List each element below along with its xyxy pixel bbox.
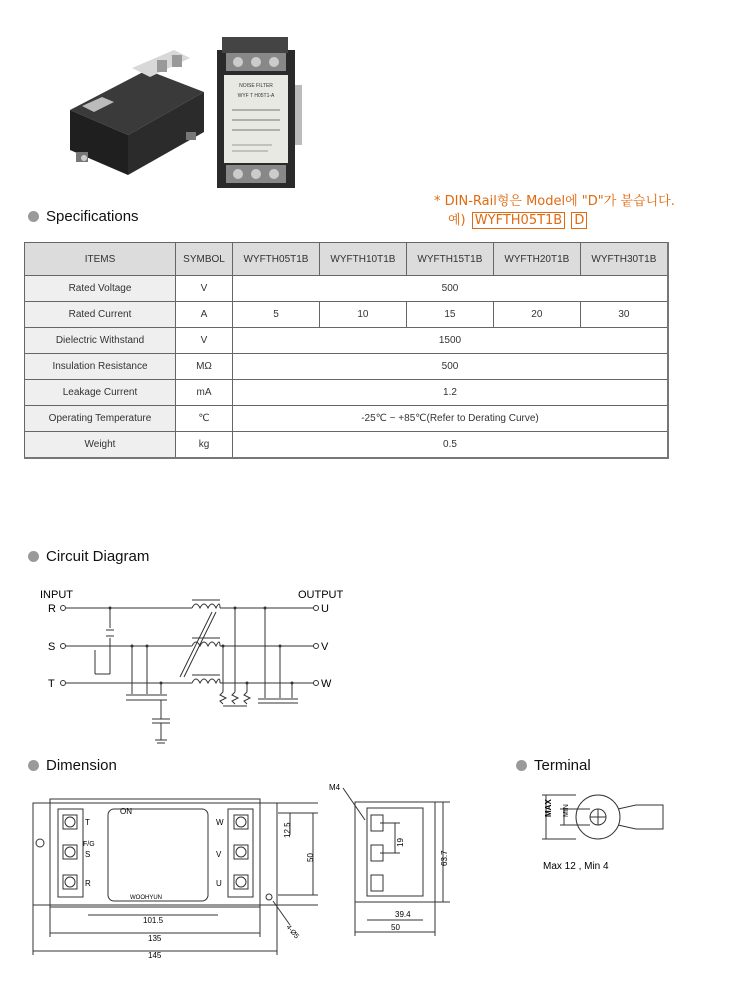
table-header-row xyxy=(25,243,669,276)
row-value: 500 xyxy=(233,354,669,380)
terminal-header xyxy=(516,757,591,774)
header-model-3: WYFTH15T1B xyxy=(406,243,493,276)
din-rail-example xyxy=(448,209,587,228)
header-model-5: WYFTH30T1B xyxy=(580,243,668,276)
bullet-icon xyxy=(28,211,39,222)
header-symbol: SYMBOL xyxy=(176,243,233,276)
side-m4-label: M4 xyxy=(329,783,341,792)
dim-side-50: 50 xyxy=(391,923,400,932)
table-row xyxy=(25,432,669,458)
input-r-label: R xyxy=(48,603,56,615)
output-u-label: U xyxy=(321,603,329,615)
dimension-title: Dimension xyxy=(46,757,117,774)
row-value: -25℃ ~ +85℃(Refer to Derating Curve) xyxy=(233,406,669,432)
row-value: 15 xyxy=(406,302,493,328)
circuit-header xyxy=(28,548,149,565)
table-row xyxy=(25,328,669,354)
front-u-label: U xyxy=(216,879,222,888)
photo-brand-label: NOISE FILTER xyxy=(239,83,273,89)
output-v-label: V xyxy=(321,641,329,653)
front-fg-label: F/G xyxy=(83,841,95,848)
dim-63-7: 63.7 xyxy=(440,850,449,866)
terminal-diagram xyxy=(528,785,688,885)
row-item: Dielectric Withstand xyxy=(25,328,176,354)
front-v-label: V xyxy=(216,850,222,859)
circuit-diagram xyxy=(30,582,360,747)
table-row xyxy=(25,354,669,380)
example-prefix: 예) xyxy=(448,213,466,228)
row-value: 30 xyxy=(580,302,668,328)
row-symbol: MΩ xyxy=(176,354,233,380)
terminal-caption: Max 12 , Min 4 xyxy=(543,861,609,872)
row-value: 20 xyxy=(493,302,580,328)
row-value: 10 xyxy=(319,302,406,328)
front-w-label: W xyxy=(216,818,224,827)
input-t-label: T xyxy=(48,678,55,690)
row-symbol: kg xyxy=(176,432,233,458)
row-value: 5 xyxy=(233,302,320,328)
product-photo-din-rail xyxy=(212,35,302,190)
terminal-min-label: MIN xyxy=(563,804,570,817)
example-suffix: D xyxy=(571,212,587,229)
row-symbol: V xyxy=(176,276,233,302)
row-symbol: V xyxy=(176,328,233,354)
front-r-label: R xyxy=(85,879,91,888)
dim-12-5: 12.5 xyxy=(283,822,292,838)
front-on-label: ON xyxy=(120,807,132,816)
input-s-label: S xyxy=(48,641,56,653)
input-label: INPUT xyxy=(40,589,73,601)
example-model: WYFTH05T1B xyxy=(472,212,565,229)
header-model-4: WYFTH20T1B xyxy=(493,243,580,276)
dimension-header xyxy=(28,757,117,774)
dim-39-4: 39.4 xyxy=(395,910,411,919)
row-symbol: A xyxy=(176,302,233,328)
dim-50: 50 xyxy=(306,853,315,862)
header-model-2: WYFTH10T1B xyxy=(319,243,406,276)
table-row xyxy=(25,380,669,406)
bullet-icon xyxy=(28,551,39,562)
dimension-side-view xyxy=(325,780,450,940)
row-item: Leakage Current xyxy=(25,380,176,406)
terminal-max-label: MAX xyxy=(544,799,553,817)
output-w-label: W xyxy=(321,678,332,690)
specifications-header xyxy=(28,208,139,225)
header-model-1: WYFTH05T1B xyxy=(233,243,320,276)
dim-145: 145 xyxy=(148,951,162,960)
bullet-icon xyxy=(516,760,527,771)
row-item: Operating Temperature xyxy=(25,406,176,432)
bullet-icon xyxy=(28,760,39,771)
dim-135: 135 xyxy=(148,934,162,943)
din-rail-note: * DIN-Rail형은 Model에 "D"가 붙습니다. xyxy=(434,194,675,209)
row-symbol: mA xyxy=(176,380,233,406)
row-item: Weight xyxy=(25,432,176,458)
dim-hole: 4-Ø5 xyxy=(284,923,300,941)
terminal-title: Terminal xyxy=(534,757,591,774)
row-value: 1500 xyxy=(233,328,669,354)
circuit-title: Circuit Diagram xyxy=(46,548,150,565)
table-row xyxy=(25,406,669,432)
row-item: Insulation Resistance xyxy=(25,354,176,380)
row-symbol: ℃ xyxy=(176,406,233,432)
specifications-title: Specifications xyxy=(46,208,139,225)
dim-19: 19 xyxy=(396,838,405,847)
row-item: Rated Current xyxy=(25,302,176,328)
front-brand-label: WOOHYUN xyxy=(130,895,162,901)
row-item: Rated Voltage xyxy=(25,276,176,302)
row-value: 500 xyxy=(233,276,669,302)
table-row xyxy=(25,276,669,302)
front-s-label: S xyxy=(85,850,91,859)
front-t-label: T xyxy=(85,818,90,827)
header-items: ITEMS xyxy=(25,243,176,276)
table-row xyxy=(25,302,669,328)
output-label: OUTPUT xyxy=(298,589,344,601)
row-value: 1.2 xyxy=(233,380,669,406)
dim-101-5: 101.5 xyxy=(143,916,164,925)
row-value: 0.5 xyxy=(233,432,669,458)
product-photo-enclosure xyxy=(62,40,212,185)
photo-model-label: WYF T H05T1-A xyxy=(237,93,275,99)
specifications-table xyxy=(24,242,669,459)
dimension-front-view xyxy=(28,785,328,960)
